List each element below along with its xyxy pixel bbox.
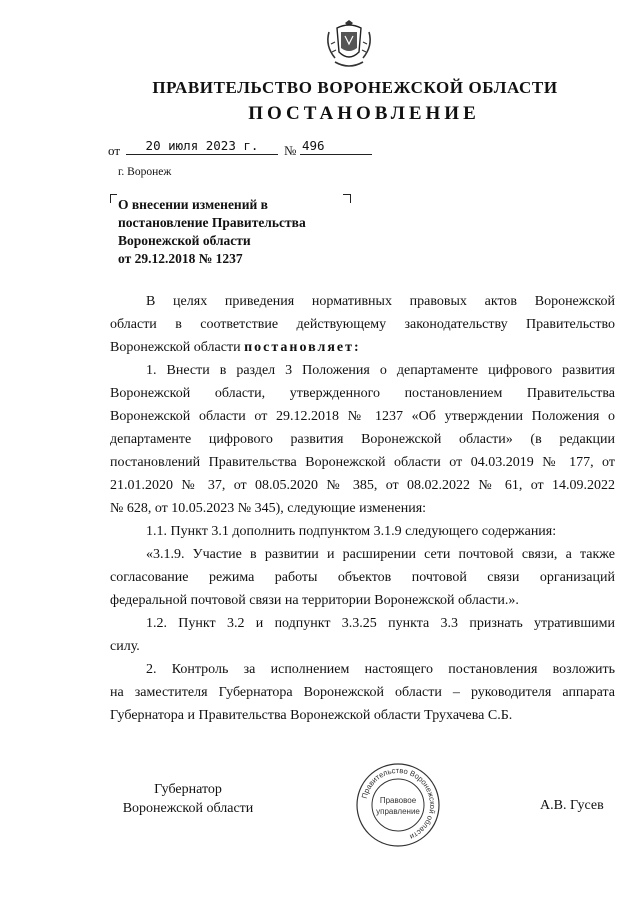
org-name: ПРАВИТЕЛЬСТВО ВОРОНЕЖСКОЙ ОБЛАСТИ (152, 78, 558, 97)
signer-title (118, 780, 258, 818)
paragraph-item-1 (110, 359, 615, 520)
city-label: г. Воронеж (118, 166, 172, 178)
document-number: 496 (300, 138, 372, 155)
paragraph-preamble (110, 290, 615, 359)
stamp-center-line: управление (376, 807, 420, 816)
body-line: на заместителя Губернатора Воронежской области – руководителя аппарата (110, 685, 615, 700)
body-line: области в соответствие действующему законодательству Правительство (110, 317, 615, 332)
body-line: согласование режима работы объектов почтовой связи организаций (110, 570, 615, 585)
body-line: федеральной почтовой связи на территории Воронежской области.». (110, 593, 519, 608)
decree-keyword: постановляет: (244, 340, 361, 355)
subject-bracket-left (110, 194, 117, 203)
signer-title-line: Губернатор (154, 782, 222, 797)
body-line (110, 336, 615, 359)
body-line: Воронежской области от 29.12.2018 № 1237 «Об утверждении Положения о (110, 409, 615, 424)
coat-of-arms-icon (323, 14, 375, 72)
subject-heading (118, 196, 368, 268)
body-line: департаменте цифрового развития Воронежской области» (в редакции (110, 432, 615, 447)
body-line: Губернатора и Правительства Воронежской области Трухачева С.Б. (110, 708, 513, 723)
body-line: постановлений Правительства Воронежской области от 04.03.2019 № 177, от (110, 455, 615, 470)
subject-line: Воронежской области (118, 233, 251, 248)
signer-title-line: Воронежской области (122, 801, 254, 816)
paragraph-item-2 (110, 658, 615, 727)
body-line: Воронежской области, утвержденного постановлением Правительства (110, 386, 615, 401)
body-line: силу. (110, 639, 140, 654)
doc-type-title: ПОСТАНОВЛЕНИЕ (248, 103, 480, 124)
paragraph-quote-3-1-9 (110, 543, 615, 612)
subject-line: постановление Правительства (118, 215, 306, 230)
paragraph-item-1-1 (110, 520, 615, 543)
subject-line: от 29.12.2018 № 1237 (118, 251, 243, 266)
document-date: 20 июля 2023 г. (126, 138, 278, 155)
signer-name: А.В. Гусев (540, 798, 604, 813)
body-line: 21.01.2020 № 37, от 08.05.2020 № 385, от 08.02.2022 № 61, от 14.09.2022 (110, 478, 615, 493)
body-line: В целях приведения нормативных правовых актов Воронежской (146, 294, 615, 309)
body-line: 1.1. Пункт 3.1 дополнить подпунктом 3.1.9 следующего содержания: (146, 524, 557, 539)
stamp-ring-text: Правительство Воронежской области (359, 765, 438, 842)
body-line: 1.2. Пункт 3.2 и подпункт 3.3.25 пункта 3.3 признать утратившими (146, 616, 615, 631)
subject-line: О внесении изменений в (118, 197, 268, 212)
date-prefix: от (108, 143, 121, 158)
paragraph-item-1-2 (110, 612, 615, 658)
body-line: № 628, от 10.05.2023 № 345), следующие изменения: (110, 501, 427, 516)
stamp-center-line: Правовое (379, 796, 417, 805)
body-line: «3.1.9. Участие в развитии и расширении сети почтовой связи, а также (146, 547, 615, 562)
body-text: Воронежской области (110, 340, 245, 355)
body-line: 1. Внести в раздел 3 Положения о департаменте цифрового развития (146, 363, 615, 378)
number-sign: № (284, 143, 297, 158)
approval-stamp (355, 762, 441, 848)
document-body (110, 290, 615, 727)
body-line: 2. Контроль за исполнением настоящего постановления возложить (146, 662, 615, 677)
